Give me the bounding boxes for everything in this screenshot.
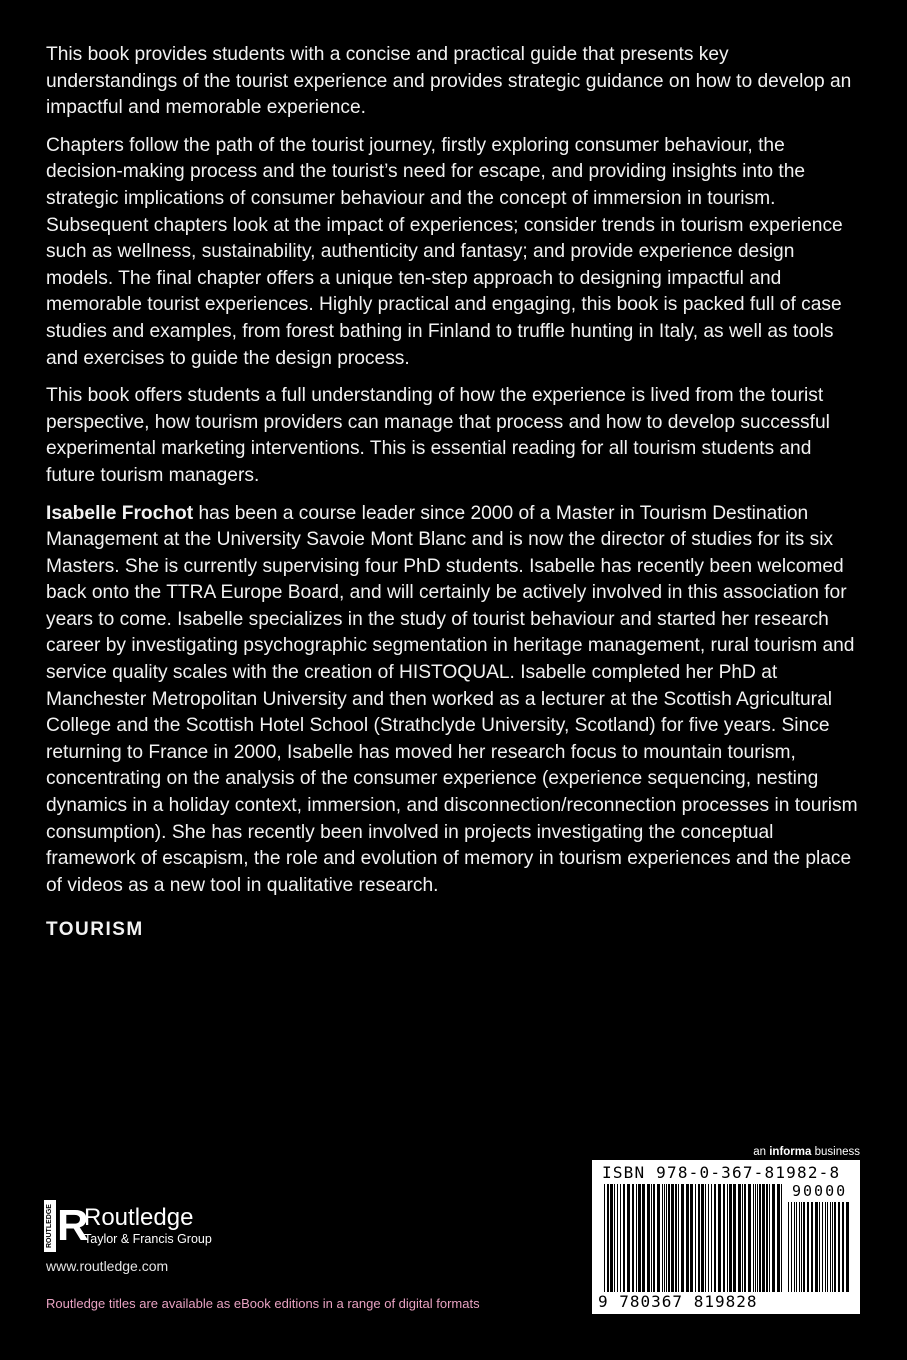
routledge-logo	[44, 1200, 212, 1252]
barcode-addon-number: 90000	[792, 1182, 848, 1200]
blurb-paragraph-3: This book offers students a full understanding of how the experience is lived from the tourist perspective, how tourism providers can manage that process and how to develop successful experimental marketing interventions. This is essential reading for all tourism students and future tourism managers.	[46, 385, 830, 486]
ean-number: 9 780367 819828	[598, 1292, 758, 1311]
isbn-barcode	[592, 1160, 860, 1314]
informa-tagline: an informa business	[753, 1146, 860, 1158]
category-label: TOURISM	[46, 919, 144, 941]
author-bio-text: has been a course leader since 2000 of a Master in Tourism Destination Management at the University Savoie Mont Blanc and is now the director of studies for its six Masters. She is currently supervising four PhD students. Isabelle has recently been welcomed back onto the TTRA Europe Board, and will certainly be actively involved in this association for years to come. Isabelle specializes in the study of tourist behaviour and started her research career by investigating psychographic segmentation in heritage management, rural tourism and service quality scales with the creation of HISTOQUAL. Isabelle completed her PhD at Manchester Metropolitan University and then worked as a lecturer at the Scottish Agricultural College and the Scottish Hotel School (Strathclyde University, Scotland) for five years. Since returning to France in 2000, Isabelle has moved her research focus to mountain tourism, concentrating on the analysis of the consumer experience (experience sequencing, nesting dynamics in a holiday context, immersion, and disconnection/reconnection processes in tourism consumption). She has recently been involved in projects investigating the conceptual framework of escapism, the role and evolution of memory in tourism experiences and the place of videos as a new tool in qualitative research.	[46, 502, 858, 896]
publisher-brand: Routledge	[84, 1204, 194, 1231]
blurb-paragraph-2: Chapters follow the path of the tourist journey, firstly exploring consumer behaviour, the decision-making process and the tourist’s need for escape, and providing insights into the strategic implications of consumer behaviour and the concept of immersion in tourism. Subsequent chapters look at the impact of experiences; consider trends in tourism experience such as wellness, sustainability, authenticity and fantasy; and provide experience design models. The final chapter offers a unique ten-step approach to designing impactful and memorable tourist experiences. Highly practical and engaging, this book is packed full of case studies and examples, from forest bathing in Finland to truffle hunting in Italy, as well as tools and exercises to guide the design process.	[46, 134, 843, 369]
author-bio	[46, 501, 864, 900]
logo-vertical-text: ROUTLEDGE	[46, 1204, 53, 1248]
author-name: Isabelle Frochot	[46, 502, 194, 524]
barcode-addon-icon	[788, 1202, 850, 1292]
publisher-website: www.routledge.com	[46, 1258, 169, 1274]
publisher-group: Taylor & Francis Group	[84, 1232, 212, 1246]
barcode-main-icon	[604, 1184, 782, 1292]
back-cover-text	[46, 42, 864, 944]
ebook-note: Routledge titles are available as eBook editions in a range of digital formats	[46, 1296, 480, 1311]
routledge-r-icon	[44, 1200, 89, 1252]
logo-r-letter: R	[57, 1201, 89, 1250]
blurb-paragraph-1: This book provides students with a concise and practical guide that presents key understandings of the tourist experience and provides strategic guidance on how to develop an impactful and memorable experience.	[46, 44, 852, 119]
isbn-text: ISBN 978-0-367-81982-8	[602, 1163, 841, 1182]
